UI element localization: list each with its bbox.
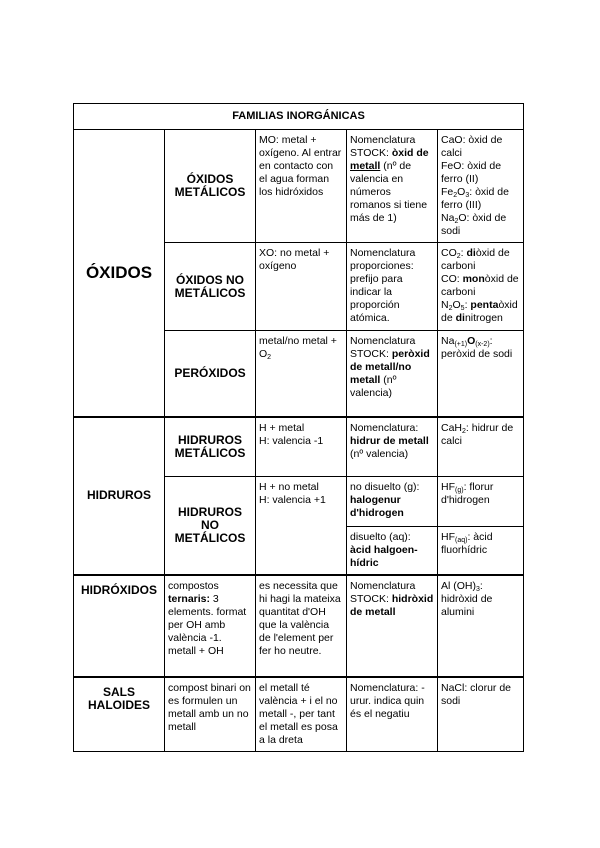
example-line: $Fe_2O_3$: òxid de ferro (III) (441, 186, 509, 211)
cell-oxidos-no-metalicos-formula: XO: no metal + oxígeno (256, 243, 347, 331)
example-line: CaO: òxid de calci (441, 134, 503, 159)
example-line: FeO: òxid de ferro (II) (441, 160, 502, 185)
group-oxidos: ÓXIDOS (74, 130, 165, 417)
cell-hidruros-no-metalicos-gas-example: $HF_{(g)}$: florur d'hidrogen (438, 477, 524, 527)
label-hidruros-metalicos: HIDRUROS METÁLICOS (165, 417, 256, 477)
label-oxidos-no-metalicos: ÓXIDOS NO METÁLICOS (165, 243, 256, 331)
label-peroxidos: PERÓXIDOS (165, 331, 256, 417)
label-hidruros-no-metalicos: HIDRUROS NO METÁLICOS (165, 477, 256, 576)
inorganic-families-table (73, 103, 524, 752)
cell-hidroxidos-description: compostos ternaris: 3 elements. format per OH amb valència -1. metall + OH (165, 575, 256, 677)
cell-hidruros-metalicos-formula: H + metal H: valencia -1 (256, 417, 347, 477)
cell-oxidos-metalicos-formula: MO: metal + oxígeno. Al entrar en contacto con el agua forman los hidróxidos (256, 130, 347, 243)
cell-oxidos-metalicos-examples (438, 130, 524, 243)
cell-hidruros-metalicos-examples: CaH$_2$: hidrur de calci (438, 417, 524, 477)
table-title: FAMILIAS INORGÁNICAS (74, 104, 524, 130)
cell-hidruros-no-metalicos-formula: H + no metal H: valencia +1 (256, 477, 347, 576)
cell-sals-description: compost binari on es formulen un metall amb un no metall (165, 677, 256, 752)
cell-oxidos-metalicos-nomenclature: Nomenclatura STOCK: òxid de metall (nº de valencia en números romanos si tiene más de 1) (347, 130, 438, 243)
group-hidruros: HIDRUROS (74, 417, 165, 576)
group-hidroxidos: HIDRÓXIDOS (74, 575, 165, 677)
example-line: $Na_2O$: òxid de sodi (441, 212, 507, 237)
cell-sals-nomenclature: Nomenclatura: - urur. indica quin és el negatiu (347, 677, 438, 752)
cell-oxidos-no-metalicos-nomenclature: Nomenclatura proporciones: prefijo para indicar la proporción atómica. (347, 243, 438, 331)
cell-hidruros-metalicos-nomenclature: Nomenclatura: hidrur de metall (nº valencia) (347, 417, 438, 477)
cell-sals-rule: el metall té valència + i el no metall -, per tant el metall es posa a la dreta (256, 677, 347, 752)
cell-hidroxidos-rule: es necessita que hi hagi la mateixa quantitat d'OH que la valència de l'element per fer ho neutre. (256, 575, 347, 677)
cell-hidruros-no-metalicos-aq-example: $HF_{(aq)}$: àcid fluorhídric (438, 527, 524, 576)
cell-hidroxidos-nomenclature: Nomenclatura STOCK: hidròxid de metall (347, 575, 438, 677)
cell-hidroxidos-examples: Al $(OH)_3$: hidròxid de alumini (438, 575, 524, 677)
example-line: CO: monòxid de carboni (441, 273, 519, 298)
label-oxidos-metalicos: ÓXIDOS METÁLICOS (165, 130, 256, 243)
cell-peroxidos-examples: $Na_{(+1)}O_{(x-2)}$: peròxid de sodi (438, 331, 524, 417)
example-line: $N_2O_5$: pentaòxid de dinitrogen (441, 299, 518, 324)
cell-peroxidos-formula: metal/no metal + $O_2$ (256, 331, 347, 417)
cell-oxidos-no-metalicos-examples (438, 243, 524, 331)
group-sals-haloides: SALS HALOIDES (74, 677, 165, 752)
cell-hidruros-no-metalicos-gas: no disuelto (g): halogenur d'hidrogen (347, 477, 438, 527)
cell-hidruros-no-metalicos-aq: disuelto (aq): àcid halgoen-hídric (347, 527, 438, 576)
example-line: $CO_2$: diòxid de carboni (441, 247, 510, 272)
cell-peroxidos-nomenclature: Nomenclatura STOCK: peròxid de metall/no metall (nº valencia) (347, 331, 438, 417)
cell-sals-examples: NaCl: clorur de sodi (438, 677, 524, 752)
